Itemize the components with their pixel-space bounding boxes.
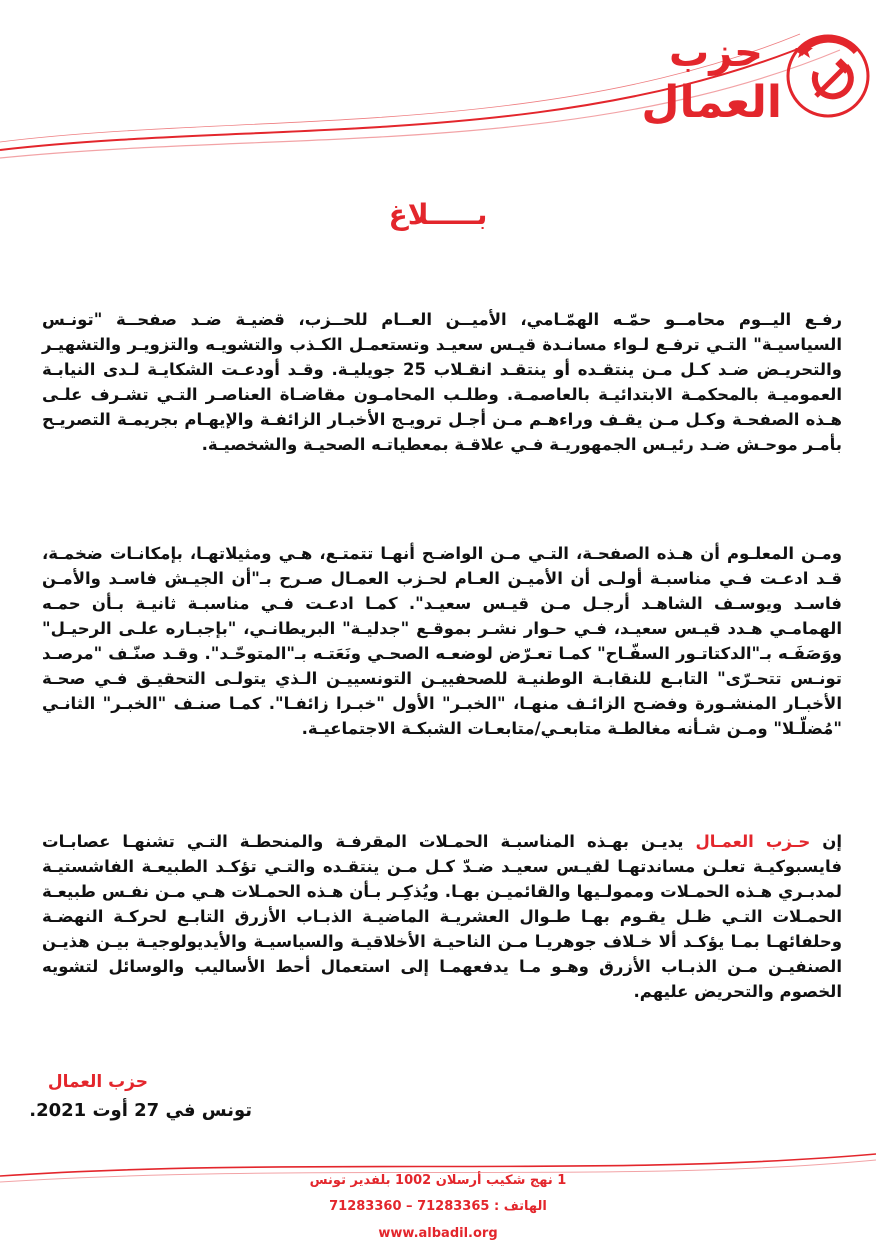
paragraph-2: ومـن المعلـوم أن هـذه الصفحـة، التـي مـن الواضـح أنهـا تتمتـع، هـي ومثيلاتهـا، بإمكانـات ضخمـة، قـد ادعـت فـي مناسبـة أولـى أن الأميـن العـام لحـزب العمـال صـرح بـ"أن الجيـش فاسـد والأمـن فاسـد ويوسـف الشاهـد أرجـل مـن قيـس سعيـد". كمـا ادعـت فـي مناسبـة ثانيـة بـأن حمـه الهمامـي هـدد قيـس سعيـد، فـي حـوار نشـر بموقـع "جدليـة" البريطانـي، "بإجبـاره علـى الرحيـل" ووَصَفَـه بـ"الدكتاتـور السفّـاح" كمـا تعـرّض لوضعـه الصحـي ونَعَتـه بـ"المتوحّـد". وقـد صنّـف "مرصـد تونـس تتحـرّى" التابـع للنقابـة الوطنيـة للصحفييـن التونسييـن الـذي يتولـى التحقيـق فـي صحـة الأخبـار المنشـورة وفضـح الزائـف منهـا، "الخبـر" الأول "خبـرا زائفـا". كمـا صنـف "الخبـر" الثانـي "مُضلّـلا" ومـن شـأنه مغالطـة متابعـي/متابعـات الشبكـة الاجتماعيـة. bbox=[42, 543, 842, 738]
document-title: بـــــلاغ bbox=[388, 198, 488, 231]
logo-line-1: حزب bbox=[669, 30, 763, 76]
paragraph-1: رفـع اليــوم محامــو حمّـه الهمّـامي، الأميــن العــام للحــزب، قضيـة ضـد صفحــة "تونـس السياسيـة" التـي ترفـع لـواء مسانـدة قيـس سعيـد وتستعمـل الكـذب والتشويـه والتزويـر والتشهيـر والتحريـض ضـد كـل مـن ينتقـده أو ينتقـد انقـلاب 25 جويليـة. وقـد أودعـت الشكايـة لـدى النيابـة العموميـة بالمحكمـة الابتدائيـة بالعاصمـة. وطلـب المحامـون مقاضـاة العناصـر التـي تشـرف علـى هـذه الصفحـة وكـل مـن يقـف وراءهـم مـن أجـل ترويـج الأخبـار الزائفـة والإيهـام بجريمـة التصريـح بأمـر موحـش ضـد رئيـس الجمهوريـة فـي علاقـة بمعطياتـه الصحيـة والشخصيـة. bbox=[42, 309, 842, 454]
footer-website-link[interactable]: www.albadil.org bbox=[378, 1226, 498, 1241]
logo-line-2: العمال bbox=[641, 77, 782, 128]
hammer-sickle-star-icon bbox=[786, 34, 870, 118]
paragraph-3-intro: إن bbox=[810, 831, 843, 851]
footer-address: 1 نهج شكيب أرسلان 1002 بلفدير تونس bbox=[309, 1173, 567, 1188]
paragraph-3-party-name: حـزب العمـال bbox=[695, 831, 811, 851]
paragraph-3-body: يديـن بهـذه المناسبـة الحمـلات المقرفـة والمنحطـة التـي تشنهـا عصابـات فايسبوكيـة تعلـن مساندتهـا لقيـس سعيـد ضـدّ كـل مـن ينتقـده والتـي تؤكـد الطبيعـة الفاشستيـة لمدبـري هـذه الحمـلات وممولـيها والقائميـن بهـا. ويُذكِـر بـأن هـذه الحمـلات هـي مـن نفـس طبيعـة الحمـلات التـي ظـل يقـوم بهـا طـوال العشريـة الماضيـة الذبـاب الأزرق التابـع لحركـة النهضـة وحلفائهـا بمـا يؤكـد ألا خـلاف جوهريـا مـن الناحيـة الأخلاقيـة والسياسيـة والأيديولوجيـة بيـن هذيـن الصنفيـن مـن الذبـاب الأزرق وهـو مـا يدفعهمـا إلى استعمال أحط الأساليب والوسائل لتشويه الخصوم والتحريض عليهم. bbox=[42, 831, 842, 1001]
paragraph-3 bbox=[42, 829, 842, 1004]
signature-date: تونس في 27 أوت 2021. bbox=[29, 1100, 252, 1121]
signature-party-name: حزب العمال bbox=[47, 1072, 148, 1092]
party-logo-text bbox=[641, 28, 782, 128]
footer-phone: الهاتف : 71283365 – 71283360 bbox=[329, 1199, 547, 1214]
